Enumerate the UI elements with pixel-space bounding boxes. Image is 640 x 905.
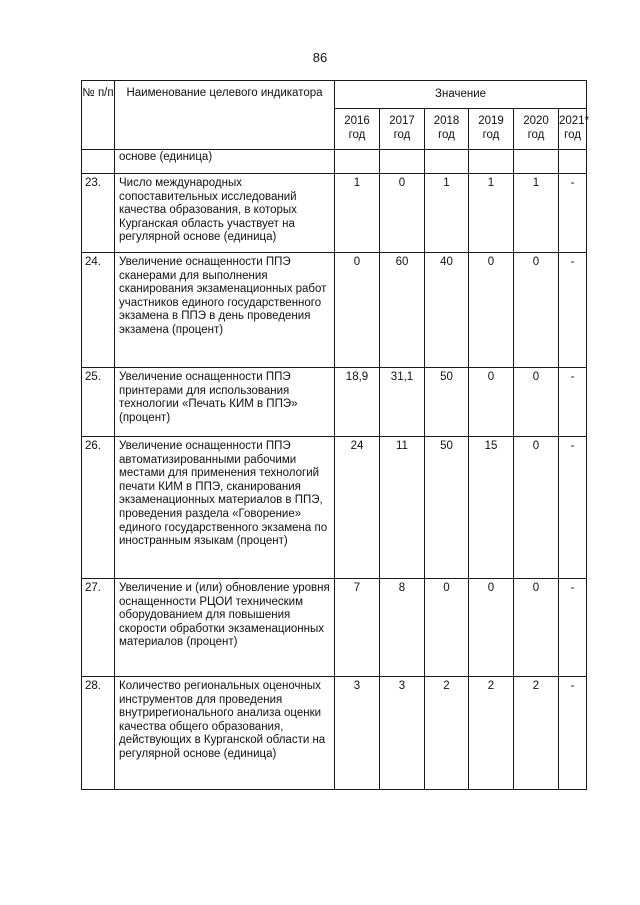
indicator-name: Увеличение оснащенности ППЭ автоматизированными рабочими местами для применения технологий печати КИМ в ППЭ, сканирования экзаменационных материалов в ППЭ, проведения раздела «Говорение» единого государственного экзамена по иностранным языкам (процент) bbox=[115, 437, 335, 579]
value-2016: 24 bbox=[335, 437, 380, 579]
table-cell bbox=[469, 150, 514, 174]
value-2017: 11 bbox=[380, 437, 425, 579]
column-header-year-2020: 2020 год bbox=[514, 109, 559, 150]
value-2019: 2 bbox=[469, 677, 514, 790]
indicators-table bbox=[81, 80, 590, 790]
page-number: 86 bbox=[312, 50, 328, 65]
value-2018: 1 bbox=[425, 174, 469, 253]
value-2017: 31,1 bbox=[380, 368, 425, 437]
value-2020: 1 bbox=[514, 174, 559, 253]
value-2020: 0 bbox=[514, 579, 559, 677]
value-2020: 2 bbox=[514, 677, 559, 790]
value-2021: - bbox=[559, 579, 587, 677]
value-2016: 18,9 bbox=[335, 368, 380, 437]
value-2019: 1 bbox=[469, 174, 514, 253]
value-2020: 0 bbox=[514, 437, 559, 579]
value-2021: - bbox=[559, 174, 587, 253]
indicator-name: Увеличение оснащенности ППЭ сканерами для выполнения сканирования экзаменационных работ участников единого государственного экзамена в ППЭ в день проведения экзамена (процент) bbox=[115, 253, 335, 368]
value-2018: 0 bbox=[425, 579, 469, 677]
row-number: 24. bbox=[82, 253, 115, 368]
value-2017: 0 bbox=[380, 174, 425, 253]
value-2017: 60 bbox=[380, 253, 425, 368]
indicator-name: Количество региональных оценочных инструментов для проведения внутрирегионального анализа оценки качества общего образования, действующих в Курганской области на регулярной основе (единица) bbox=[115, 677, 335, 790]
value-2016: 3 bbox=[335, 677, 380, 790]
row-number: 27. bbox=[82, 579, 115, 677]
value-2018: 40 bbox=[425, 253, 469, 368]
column-header-year-2017: 2017 год bbox=[380, 109, 425, 150]
indicator-name: Увеличение и (или) обновление уровня оснащенности РЦОИ техническим оборудованием для повышения скорости обработки экзаменационных материалов (процент) bbox=[115, 579, 335, 677]
value-2018: 50 bbox=[425, 437, 469, 579]
table-row bbox=[82, 579, 587, 677]
value-2018: 50 bbox=[425, 368, 469, 437]
value-2018: 2 bbox=[425, 677, 469, 790]
table-row bbox=[82, 437, 587, 579]
table-cell bbox=[425, 150, 469, 174]
value-2019: 15 bbox=[469, 437, 514, 579]
value-2020: 0 bbox=[514, 253, 559, 368]
column-header-number: № п/п bbox=[82, 81, 115, 150]
value-2017: 3 bbox=[380, 677, 425, 790]
value-2021: - bbox=[559, 677, 587, 790]
table-row bbox=[82, 368, 587, 437]
value-2021: - bbox=[559, 437, 587, 579]
column-header-year-2021: 2021* год bbox=[559, 109, 587, 150]
table-cell bbox=[380, 150, 425, 174]
table-body bbox=[82, 150, 587, 790]
value-2017: 8 bbox=[380, 579, 425, 677]
value-2016: 0 bbox=[335, 253, 380, 368]
table-row bbox=[82, 253, 587, 368]
table-row-continuation bbox=[82, 150, 587, 174]
row-number: 26. bbox=[82, 437, 115, 579]
value-2019: 0 bbox=[469, 253, 514, 368]
table-row bbox=[82, 174, 587, 253]
value-2016: 7 bbox=[335, 579, 380, 677]
column-header-indicator-name: Наименование целевого индикатора bbox=[115, 81, 335, 150]
column-header-value: Значение bbox=[335, 81, 587, 109]
value-2016: 1 bbox=[335, 174, 380, 253]
table-cell bbox=[82, 150, 115, 174]
table-cell-continuation: основе (единица) bbox=[115, 150, 335, 174]
value-2020: 0 bbox=[514, 368, 559, 437]
row-number: 23. bbox=[82, 174, 115, 253]
table-header bbox=[82, 81, 590, 150]
table-cell bbox=[559, 150, 587, 174]
column-header-year-2018: 2018 год bbox=[425, 109, 469, 150]
table-cell bbox=[335, 150, 380, 174]
indicator-name: Увеличение оснащенности ППЭ принтерами для использования технологии «Печать КИМ в ППЭ» (процент) bbox=[115, 368, 335, 437]
column-header-year-2019: 2019 год bbox=[469, 109, 514, 150]
value-2021: - bbox=[559, 253, 587, 368]
value-2019: 0 bbox=[469, 579, 514, 677]
row-number: 25. bbox=[82, 368, 115, 437]
table-row bbox=[82, 677, 587, 790]
column-header-year-2016: 2016 год bbox=[335, 109, 380, 150]
table-cell bbox=[514, 150, 559, 174]
value-2019: 0 bbox=[469, 368, 514, 437]
row-number: 28. bbox=[82, 677, 115, 790]
indicator-name: Число международных сопоставительных исследований качества образования, в которых Курганская область участвует на регулярной основе (единица) bbox=[115, 174, 335, 253]
value-2021: - bbox=[559, 368, 587, 437]
